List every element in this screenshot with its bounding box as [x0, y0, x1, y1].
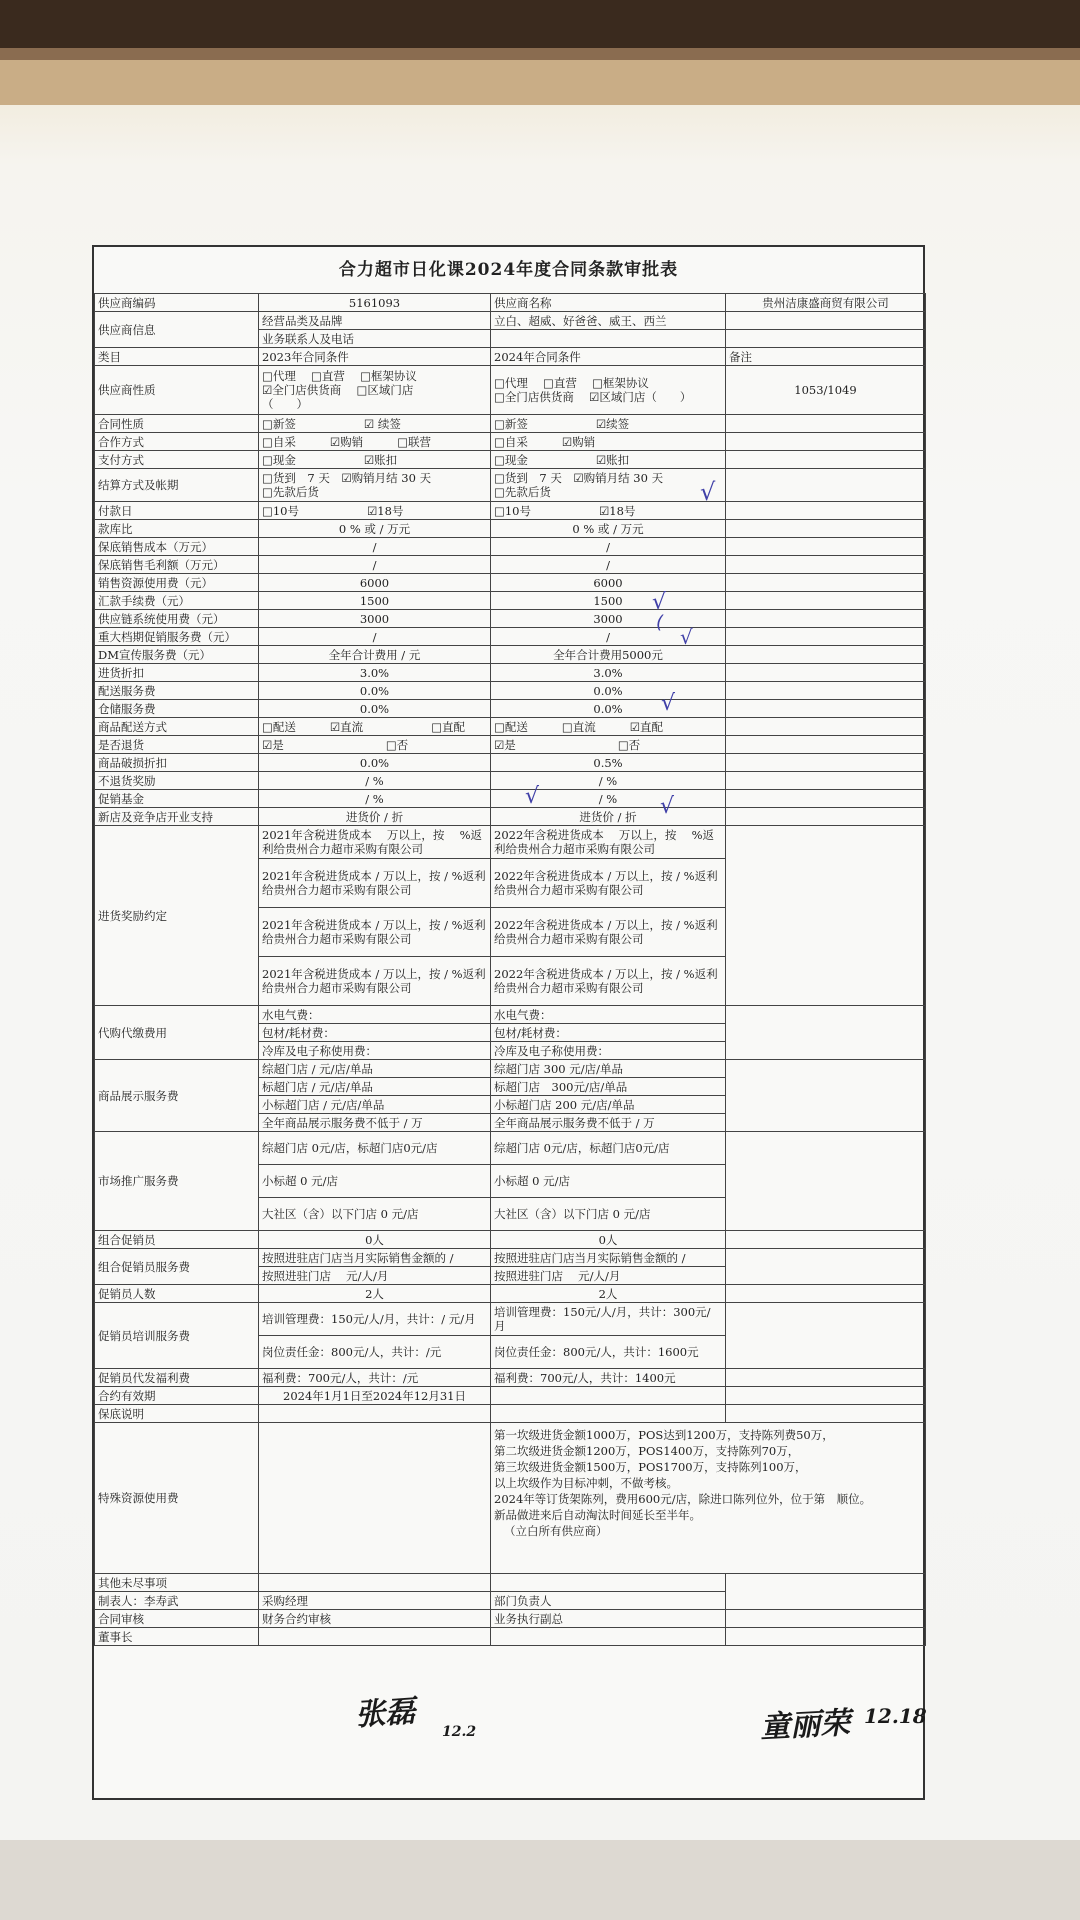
special-fee-text: [491, 1423, 926, 1574]
nature-2023: [259, 366, 491, 415]
dept-signature: 童丽荣: [759, 1705, 852, 1746]
discount-2024: 3.0%: [491, 664, 726, 682]
table-row: [95, 1628, 926, 1646]
empty-cell: [259, 1423, 491, 1574]
table-row: [95, 790, 926, 808]
cond-2024-header: 2024年合同条件: [491, 348, 726, 366]
special-line: 以上坎级作为目标冲刺，不做考核。: [494, 1476, 678, 1490]
empty-cell: [491, 1405, 726, 1423]
no-return-2024: / %: [491, 772, 726, 790]
group-fee-label: 组合促销员服务费: [95, 1249, 259, 1285]
proxy-fee-label: 代购代缴费用: [95, 1006, 259, 1060]
training-2024: 培训管理费：150元/人/月，共计：300元/月: [491, 1303, 726, 1336]
empty-cell: [726, 664, 926, 682]
settlement-line-2: □先款后货: [262, 485, 319, 499]
remark-label: 备注: [726, 348, 926, 366]
new-store-2023: 进货价 / 折: [259, 808, 491, 826]
table-row: [95, 1610, 926, 1628]
audit-label: 合同审核: [95, 1610, 259, 1628]
empty-cell: [259, 1574, 491, 1592]
dept-head-label: 部门负责人: [491, 1592, 726, 1610]
value-slash: /: [491, 628, 726, 646]
empty-cell: [726, 1249, 926, 1285]
utility-fee: 水电气费：: [491, 1006, 726, 1024]
training-fee-label: 促销员培训服务费: [95, 1303, 259, 1369]
empty-cell: [259, 1405, 491, 1423]
supplier-code-label: 供应商编码: [95, 294, 259, 312]
return-label: 是否退货: [95, 736, 259, 754]
empty-cell: [726, 1610, 926, 1628]
table-surface: [0, 1840, 1080, 1920]
empty-cell: [726, 718, 926, 736]
dept-signature-cell: [726, 1574, 926, 1610]
buyer-signature-date: 12.2: [442, 1724, 477, 1740]
checkbox-buy: ☑购销: [329, 434, 364, 449]
checkbox-day-18: ☑18号: [367, 503, 404, 518]
empty-cell: [726, 312, 926, 330]
post-fee-2024: 岗位责任金：800元/人，共计：1600元: [491, 1336, 726, 1369]
checkmark-icon: √: [660, 794, 675, 819]
table-row: [95, 646, 926, 664]
brands: 立白、超威、好爸爸、威王、西兰: [491, 312, 726, 330]
display-fee-label: 商品展示服务费: [95, 1060, 259, 1132]
promoters-2023: 2人: [259, 1285, 491, 1303]
group-fee-1: 按照进驻店门店当月实际销售金额的 /: [259, 1249, 491, 1267]
table-row: [95, 1423, 926, 1574]
checkbox-new: □新签: [262, 416, 296, 431]
cold-storage-fee: 冷库及电子称使用费：: [491, 1042, 726, 1060]
checkmark-icon: (: [656, 612, 664, 633]
checkbox-all-stores: □全门店供货商: [494, 390, 574, 404]
empty-cell: [726, 610, 926, 628]
promoters-label: 促销员人数: [95, 1285, 259, 1303]
empty-cell: [726, 1231, 926, 1249]
checkbox-direct-flow: □直流: [561, 719, 596, 734]
display-fee-2024-2: 标超门店 300元/店/单品: [491, 1078, 726, 1096]
special-line: 第三坎级进货金额1500万，POS1700万，支持陈列100万，: [494, 1460, 807, 1474]
buyer-signature: 张磊: [354, 1693, 417, 1734]
empty-cell: [491, 1628, 726, 1646]
empty-cell: [726, 469, 926, 502]
group-promoter-2023: 0人: [259, 1231, 491, 1249]
finance-audit-label: 财务合约审核: [259, 1610, 491, 1628]
dm-fee-2023: 全年合计费用 / 元: [259, 646, 491, 664]
display-fee-2023-2: 标超门店 / 元/店/单品: [259, 1078, 491, 1096]
category-brand-label: 经营品类及品牌: [259, 312, 491, 330]
empty-cell: [726, 502, 926, 520]
promo-fund-2024: / %: [491, 790, 726, 808]
empty-cell: [726, 700, 926, 718]
supplier-code: 5161093: [259, 294, 491, 312]
group-fee-2: 按照进驻门店 元/人/月: [259, 1267, 491, 1285]
rebate-2021-3: 2021年含税进货成本 / 万以上，按 / %返利给贵州合力超市采购有限公司: [259, 908, 491, 957]
market-fee-2: 小标超 0 元/店: [491, 1165, 726, 1198]
storage-fee-2023: 0.0%: [259, 700, 491, 718]
display-fee-2023-4: 全年商品展示服务费不低于 / 万: [259, 1114, 491, 1132]
empty-cell: [491, 1574, 726, 1592]
table-row: [95, 1303, 926, 1336]
empty-cell: [726, 808, 926, 826]
ratio-value: 0 % 或 / 万元: [491, 520, 726, 538]
supply-system-2023: 3000: [259, 610, 491, 628]
checkbox-no: □否: [385, 737, 409, 752]
maker-label: 制表人：李寿武: [95, 1592, 259, 1610]
supplier-nature-label: 供应商性质: [95, 366, 259, 415]
checkbox-agent: □代理: [494, 376, 528, 390]
group-fee-1: 按照进驻店门店当月实际销售金额的 /: [491, 1249, 726, 1267]
market-fee-3: 大社区（含）以下门店 0 元/店: [491, 1198, 726, 1231]
table-row: [95, 294, 926, 312]
checkbox-cash: □现金: [262, 452, 296, 467]
empty-cell: [726, 433, 926, 451]
rebate-2021-4: 2021年含税进货成本 / 万以上，按 / %返利给贵州合力超市采购有限公司: [259, 957, 491, 1006]
form-table: [94, 293, 926, 1646]
damage-2023: 0.0%: [259, 754, 491, 772]
dept-signature-date: 12.18: [864, 1704, 927, 1728]
cold-storage-fee: 冷库及电子称使用费：: [259, 1042, 491, 1060]
dm-fee-label: DM宣传服务费（元）: [95, 646, 259, 664]
checkbox-deduct: ☑账扣: [595, 452, 630, 467]
table-row: [95, 433, 926, 451]
delivery-fee-2024: 0.0%: [491, 682, 726, 700]
table-row: [95, 808, 926, 826]
delivery-method-label: 商品配送方式: [95, 718, 259, 736]
empty-cell: [726, 628, 926, 646]
damage-discount-label: 商品破损折扣: [95, 754, 259, 772]
display-fee-2024-4: 全年商品展示服务费不低于 / 万: [491, 1114, 726, 1132]
table-row: [95, 556, 926, 574]
special-fee-label: 特殊资源使用费: [95, 1423, 259, 1574]
group-fee-2: 按照进驻门店 元/人/月: [491, 1267, 726, 1285]
ratio-label: 款库比: [95, 520, 259, 538]
checkbox-cash: □现金: [494, 452, 528, 467]
group-promoter-label: 组合促销员: [95, 1231, 259, 1249]
cond-2023-header: 2023年合同条件: [259, 348, 491, 366]
market-fee-2: 小标超 0 元/店: [259, 1165, 491, 1198]
delivery-fee-2023: 0.0%: [259, 682, 491, 700]
exec-vp-label: 业务执行副总: [491, 1610, 726, 1628]
form-title: 合力超市日化课2024年度合同条款审批表: [94, 247, 923, 294]
promo-fund-2023: / %: [259, 790, 491, 808]
table-row: [95, 1060, 926, 1078]
table-row: [95, 718, 926, 736]
min-cost-label: 保底销售成本（万元）: [95, 538, 259, 556]
checkmark-icon: √: [680, 625, 693, 649]
special-line: （立白所有供应商）: [504, 1524, 608, 1538]
packaging-fee: 包材/耗材费：: [259, 1024, 491, 1042]
resource-fee-label: 销售资源使用费（元）: [95, 574, 259, 592]
checkbox-yes: ☑是: [262, 737, 284, 752]
resource-fee-2024: 6000: [491, 574, 726, 592]
checkbox-all-stores: ☑全门店供货商: [262, 383, 342, 397]
empty-cell: [726, 520, 926, 538]
storage-fee-label: 仓储服务费: [95, 700, 259, 718]
empty-cell: [726, 538, 926, 556]
delivery-fee-label: 配送服务费: [95, 682, 259, 700]
market-fee-label: 市场推广服务费: [95, 1132, 259, 1231]
rebate-label: 进货奖励约定: [95, 826, 259, 1006]
supply-system-2024: 3000: [491, 610, 726, 628]
empty-cell: [726, 736, 926, 754]
table-row: [95, 1405, 926, 1423]
empty-cell: [726, 1006, 926, 1060]
empty-cell: [726, 415, 926, 433]
special-line: 第二坎级进货金额1200万，POS1400万，支持陈列70万，: [494, 1444, 800, 1458]
discount-2023: 3.0%: [259, 664, 491, 682]
table-row: [95, 1387, 926, 1405]
empty-cell: [726, 682, 926, 700]
remit-fee-2024: 1500: [491, 592, 726, 610]
empty-cell: [726, 1369, 926, 1387]
promoters-2024: 2人: [491, 1285, 726, 1303]
table-row: [95, 415, 926, 433]
group-promoter-2024: 0人: [491, 1231, 726, 1249]
empty-cell: [726, 790, 926, 808]
market-fee-1: 综超门店 0元/店，标超门店0元/店: [491, 1132, 726, 1165]
checkmark-icon: √: [661, 691, 676, 716]
special-line: 新品做进来后自动淘汰时间延长至半年。: [494, 1508, 701, 1522]
checkbox-joint: □联营: [397, 434, 432, 449]
display-fee-2023-1: 综超门店 / 元/店/单品: [259, 1060, 491, 1078]
checkbox-direct: □直营: [311, 369, 345, 383]
contact-label: 业务联系人及电话: [259, 330, 491, 348]
checkbox-deduct: ☑账扣: [363, 452, 398, 467]
checkbox-frame: □框架协议: [360, 369, 417, 383]
settlement-line-1: □货到 7 天 ☑购销月结 30 天: [262, 471, 432, 485]
discount-label: 进货折扣: [95, 664, 259, 682]
dm-fee-2024: 全年合计费用5000元: [491, 646, 726, 664]
empty-cell: [726, 1060, 926, 1132]
special-line: 第一坎级进货金额1000万，POS达到1200万，支持陈列费50万，: [494, 1428, 834, 1442]
coop-label: 合作方式: [95, 433, 259, 451]
empty-cell: [726, 1405, 926, 1423]
promo-service-label: 重大档期促销服务费（元）: [95, 628, 259, 646]
table-row: [95, 628, 926, 646]
utility-fee: 水电气费：: [259, 1006, 491, 1024]
empty-cell: [726, 451, 926, 469]
empty-cell: [726, 754, 926, 772]
table-row: [95, 520, 926, 538]
rebate-2022-2: 2022年含税进货成本 / 万以上，按 / %返利给贵州合力超市采购有限公司: [491, 859, 726, 908]
checkbox-direct-delivery: □直配: [431, 719, 466, 734]
table-row: [95, 348, 926, 366]
settlement-line-2: □先款后货: [494, 485, 551, 499]
validity-label: 合约有效期: [95, 1387, 259, 1405]
checkbox-day-10: □10号: [494, 503, 531, 518]
table-row: [95, 610, 926, 628]
promo-fund-label: 促销基金: [95, 790, 259, 808]
pay-method-label: 支付方式: [95, 451, 259, 469]
rebate-2022-3: 2022年含税进货成本 / 万以上，按 / %返利给贵州合力超市采购有限公司: [491, 908, 726, 957]
table-row: [95, 538, 926, 556]
table-row: [95, 366, 926, 415]
supplier-name: 贵州洁康盛商贸有限公司: [726, 294, 926, 312]
empty-cell: [726, 1628, 926, 1646]
table-row: [95, 1132, 926, 1165]
training-2023: 培训管理费：150元/人/月，共计：/ 元/月: [259, 1303, 491, 1336]
checkbox-agent: □代理: [262, 369, 296, 383]
supplier-info-label: 供应商信息: [95, 312, 259, 348]
store-count: 1053/1049: [726, 366, 926, 415]
table-row: [95, 451, 926, 469]
table-row: [95, 772, 926, 790]
empty-cell: [726, 1303, 926, 1369]
table-row: [95, 502, 926, 520]
new-store-label: 新店及竞争店开业支持: [95, 808, 259, 826]
empty-cell: [726, 574, 926, 592]
table-row: [95, 736, 926, 754]
other-label: 其他未尽事项: [95, 1574, 259, 1592]
table-row: [95, 1006, 926, 1024]
empty-cell: [726, 330, 926, 348]
table-row: [95, 592, 926, 610]
empty-cell: [726, 646, 926, 664]
checkbox-delivery: □配送: [494, 719, 528, 734]
rebate-2022-1: 2022年含税进货成本 万以上，按 %返利给贵州合力超市采购有限公司: [491, 826, 726, 859]
checkbox-self: □自采: [494, 434, 528, 449]
settlement-line-1: □货到 7 天 ☑购销月结 30 天: [494, 471, 664, 485]
market-fee-3: 大社区（含）以下门店 0 元/店: [259, 1198, 491, 1231]
empty-cell: [726, 592, 926, 610]
display-fee-2024-1: 综超门店 300 元/店/单品: [491, 1060, 726, 1078]
empty-cell: [726, 1285, 926, 1303]
supplier-name-label: 供应商名称: [491, 294, 726, 312]
checkbox-day-18: ☑18号: [599, 503, 636, 518]
empty-cell: [259, 1628, 491, 1646]
market-fee-1: 综超门店 0元/店，标超门店0元/店: [259, 1132, 491, 1165]
checkmark-icon: √: [652, 590, 667, 615]
empty-cell: [726, 1387, 926, 1405]
table-row: [95, 682, 926, 700]
storage-fee-2024: 0.0%: [491, 700, 726, 718]
value-slash: /: [491, 538, 726, 556]
ratio-value: 0 % 或 / 万元: [259, 520, 491, 538]
checkbox-day-10: □10号: [262, 503, 299, 518]
table-row: [95, 1231, 926, 1249]
no-return-reward-label: 不退货奖励: [95, 772, 259, 790]
value-slash: /: [259, 538, 491, 556]
checkbox-renew: ☑ 续签: [363, 416, 401, 431]
welfare-2024: 福利费：700元/人，共计：1400元: [491, 1369, 726, 1387]
guarantee-label: 保底说明: [95, 1405, 259, 1423]
contract-nature-label: 合同性质: [95, 415, 259, 433]
nature-2024: [491, 366, 726, 415]
new-store-2024: 进货价 / 折: [491, 808, 726, 826]
special-line: 2024年等订货架陈列，费用600元/店，除进口陈列位外，位于第 顺位。: [494, 1492, 872, 1506]
rebate-2022-4: 2022年含税进货成本 / 万以上，按 / %返利给贵州合力超市采购有限公司: [491, 957, 726, 1006]
checkbox-direct: □直营: [543, 376, 577, 390]
checkbox-yes: ☑是: [494, 737, 516, 752]
pay-day-label: 付款日: [95, 502, 259, 520]
checkbox-self: □自采: [262, 434, 296, 449]
display-fee-2024-3: 小标超门店 200 元/店/单品: [491, 1096, 726, 1114]
checkbox-delivery: □配送: [262, 719, 296, 734]
rebate-2021-1: 2021年含税进货成本 万以上，按 %返利给贵州合力超市采购有限公司: [259, 826, 491, 859]
empty-cell: [726, 556, 926, 574]
supply-system-label: 供应链系统使用费（元）: [95, 610, 259, 628]
checkbox-no: □否: [617, 737, 641, 752]
table-row: [95, 469, 926, 502]
post-fee-2023: 岗位责任金：800元/人，共计：/元: [259, 1336, 491, 1369]
desk-background: [0, 0, 1080, 110]
remit-fee-2023: 1500: [259, 592, 491, 610]
empty-cell: [726, 826, 926, 1006]
checkmark-icon: √: [525, 784, 540, 809]
table-row: [95, 1249, 926, 1267]
table-row: [95, 826, 926, 859]
category-label: 类目: [95, 348, 259, 366]
checkbox-direct-delivery: ☑直配: [629, 719, 664, 734]
damage-2024: 0.5%: [491, 754, 726, 772]
checkbox-region-stores: □区域门店: [356, 383, 414, 397]
table-row: [95, 1369, 926, 1387]
no-return-2023: / %: [259, 772, 491, 790]
empty-cell: [491, 1387, 726, 1405]
table-row: [95, 1574, 926, 1592]
packaging-fee: 包材/耗材费：: [491, 1024, 726, 1042]
display-fee-2023-3: 小标超门店 / 元/店/单品: [259, 1096, 491, 1114]
rebate-2021-2: 2021年含税进货成本 / 万以上，按 / %返利给贵州合力超市采购有限公司: [259, 859, 491, 908]
checkbox-frame: □框架协议: [592, 376, 649, 390]
resource-fee-2023: 6000: [259, 574, 491, 592]
empty-cell: [726, 772, 926, 790]
table-row: [95, 312, 926, 330]
approval-form: [92, 245, 925, 1800]
welfare-label: 促销员代发福利费: [95, 1369, 259, 1387]
checkbox-new: □新签: [494, 416, 528, 431]
value-slash: /: [259, 556, 491, 574]
table-row: [95, 574, 926, 592]
welfare-2023: 福利费：700元/人，共计：/元: [259, 1369, 491, 1387]
settlement-label: 结算方式及帐期: [95, 469, 259, 502]
checkmark-icon: √: [700, 478, 716, 506]
min-margin-label: 保底销售毛利额（万元）: [95, 556, 259, 574]
value-slash: /: [491, 556, 726, 574]
chairman-label: 董事长: [95, 1628, 259, 1646]
empty-cell: [491, 330, 726, 348]
checkbox-renew: ☑续签: [595, 416, 630, 431]
buyer-label: 采购经理: [259, 1592, 491, 1610]
value-slash: /: [259, 628, 491, 646]
table-row: [95, 664, 926, 682]
checkbox-region-stores: ☑区域门店（ ）: [589, 390, 692, 404]
table-row: [95, 754, 926, 772]
table-row: [95, 700, 926, 718]
validity-value: 2024年1月1日至2024年12月31日: [259, 1387, 491, 1405]
table-row: [95, 1285, 926, 1303]
region-paren: （ ）: [262, 397, 308, 411]
checkbox-buy: ☑购销: [561, 434, 596, 449]
empty-cell: [726, 1132, 926, 1231]
checkbox-direct-flow: ☑直流: [329, 719, 364, 734]
remit-fee-label: 汇款手续费（元）: [95, 592, 259, 610]
